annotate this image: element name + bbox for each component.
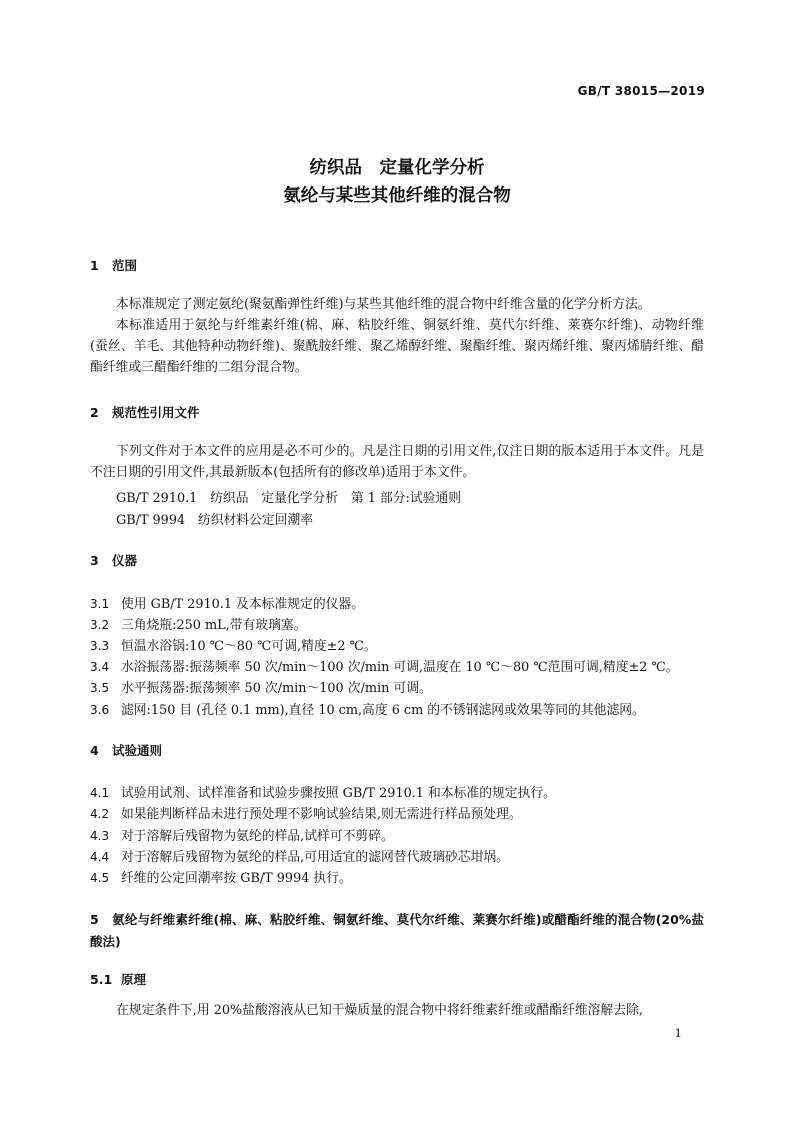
clause-number: 3.3 <box>90 639 110 653</box>
clause-number: 4.3 <box>90 829 110 843</box>
reference-gbt-2910-1: GB/T 2910.1 纺织品 定量化学分析 第 1 部分:试验通则 <box>116 491 462 506</box>
section-title: 氨纶与纤维素纤维(棉、麻、粘胶纤维、铜氨纤维、莫代尔纤维、莱赛尔纤维)或醋酯纤维的混合物(20%盐酸法) <box>90 912 704 949</box>
section-title: 仪器 <box>112 553 138 568</box>
clause-number: 3.1 <box>90 597 110 611</box>
section-4-heading <box>90 741 162 759</box>
clause-number: 3.6 <box>90 703 110 717</box>
section-title: 范围 <box>112 258 138 273</box>
section-number: 5 <box>90 912 99 927</box>
clause-number: 3.2 <box>90 618 110 632</box>
clause-4-5 <box>90 867 352 886</box>
section-number: 3 <box>90 553 99 568</box>
section-2-paragraph-1: 下列文件对于本文件的应用是必不可少的。凡是注日期的引用文件,仅注日期的版本适用于本文件。凡是不注日期的引用文件,其最新版本(包括所有的修改单)适用于本文件。 <box>90 444 704 480</box>
section-1-paragraph-1: 本标准规定了测定氨纶(聚氨酯弹性纤维)与某些其他纤维的混合物中纤维含量的化学分析方法。 <box>116 297 651 312</box>
subsection-title: 原理 <box>121 972 147 987</box>
reference-gbt-9994: GB/T 9994 纺织材料公定回潮率 <box>116 513 314 528</box>
clause-3-4 <box>90 656 679 675</box>
clause-text: 恒温水浴锅:10 ℃～80 ℃可调,精度±2 ℃。 <box>121 639 377 654</box>
section-number: 1 <box>90 258 99 273</box>
section-1-heading <box>90 256 137 274</box>
section-2-heading <box>90 403 200 421</box>
clause-3-2 <box>90 614 306 633</box>
clause-text: 使用 GB/T 2910.1 及本标准规定的仪器。 <box>121 597 365 612</box>
clause-text: 如果能判断样品未进行预处理不影响试验结果,则无需进行样品预处理。 <box>121 807 522 822</box>
clause-number: 3.4 <box>90 660 110 674</box>
clause-3-6 <box>90 699 645 718</box>
section-1-paragraph-2: 本标准适用于氨纶与纤维素纤维(棉、麻、粘胶纤维、铜氨纤维、莫代尔纤维、莱赛尔纤维)、动物纤维(蚕丝、羊毛、其他特种动物纤维)、聚酰胺纤维、聚乙烯醇纤维、聚酯纤维、聚丙烯纤维、聚丙烯腈纤维、醋酯纤维或三醋酯纤维的二组分混合物。 <box>90 318 704 375</box>
clause-text: 对于溶解后残留物为氨纶的样品,试样可不剪碎。 <box>121 829 394 844</box>
clause-number: 4.4 <box>90 850 110 864</box>
clause-4-2 <box>90 803 522 822</box>
clause-3-5 <box>90 677 432 696</box>
title-line-1: 纺织品 定量化学分析 <box>309 158 485 178</box>
page-number: 1 <box>674 1026 682 1040</box>
subsection-5-1-heading <box>90 970 146 988</box>
clause-text: 水浴振荡器:振荡频率 50 次/min～100 次/min 可调,温度在 10 ℃～80 ℃范围可调,精度±2 ℃。 <box>121 660 679 675</box>
clause-text: 水平振荡器:振荡频率 50 次/min～100 次/min 可调。 <box>121 681 432 696</box>
clause-text: 三角烧瓶:250 mL,带有玻璃塞。 <box>121 618 307 633</box>
section-5-heading <box>90 909 704 953</box>
clause-4-3 <box>90 825 394 844</box>
subsection-number: 5.1 <box>90 972 113 987</box>
clause-3-3 <box>90 635 377 654</box>
clause-number: 3.5 <box>90 681 110 695</box>
document-code: GB/T 38015—2019 <box>577 84 705 98</box>
clause-number: 4.2 <box>90 807 110 821</box>
clause-text: 纤维的公定回潮率按 GB/T 9994 执行。 <box>121 871 352 886</box>
section-title: 规范性引用文件 <box>112 405 200 420</box>
section-title: 试验通则 <box>112 743 163 758</box>
section-5-1-paragraph-1: 在规定条件下,用 20%盐酸溶液从已知干燥质量的混合物中将纤维素纤维或醋酯纤维溶解去除, <box>116 1003 643 1018</box>
clause-text: 对于溶解后残留物为氨纶的样品,可用适宜的滤网替代玻璃砂芯坩埚。 <box>121 850 509 865</box>
clause-4-1 <box>90 782 556 801</box>
clause-number: 4.1 <box>90 786 110 800</box>
clause-text: 滤网:150 目 (孔径 0.1 mm),直径 10 cm,高度 6 cm 的不锈钢滤网或效果等同的其他滤网。 <box>121 703 645 718</box>
section-number: 4 <box>90 743 99 758</box>
clause-number: 4.5 <box>90 871 110 885</box>
title-line-2: 氨纶与某些其他纤维的混合物 <box>283 186 511 206</box>
clause-3-1 <box>90 593 364 612</box>
clause-text: 试验用试剂、试样准备和试验步骤按照 GB/T 2910.1 和本标准的规定执行。 <box>121 786 556 801</box>
clause-4-4 <box>90 846 509 865</box>
section-3-heading <box>90 551 137 569</box>
section-number: 2 <box>90 405 99 420</box>
